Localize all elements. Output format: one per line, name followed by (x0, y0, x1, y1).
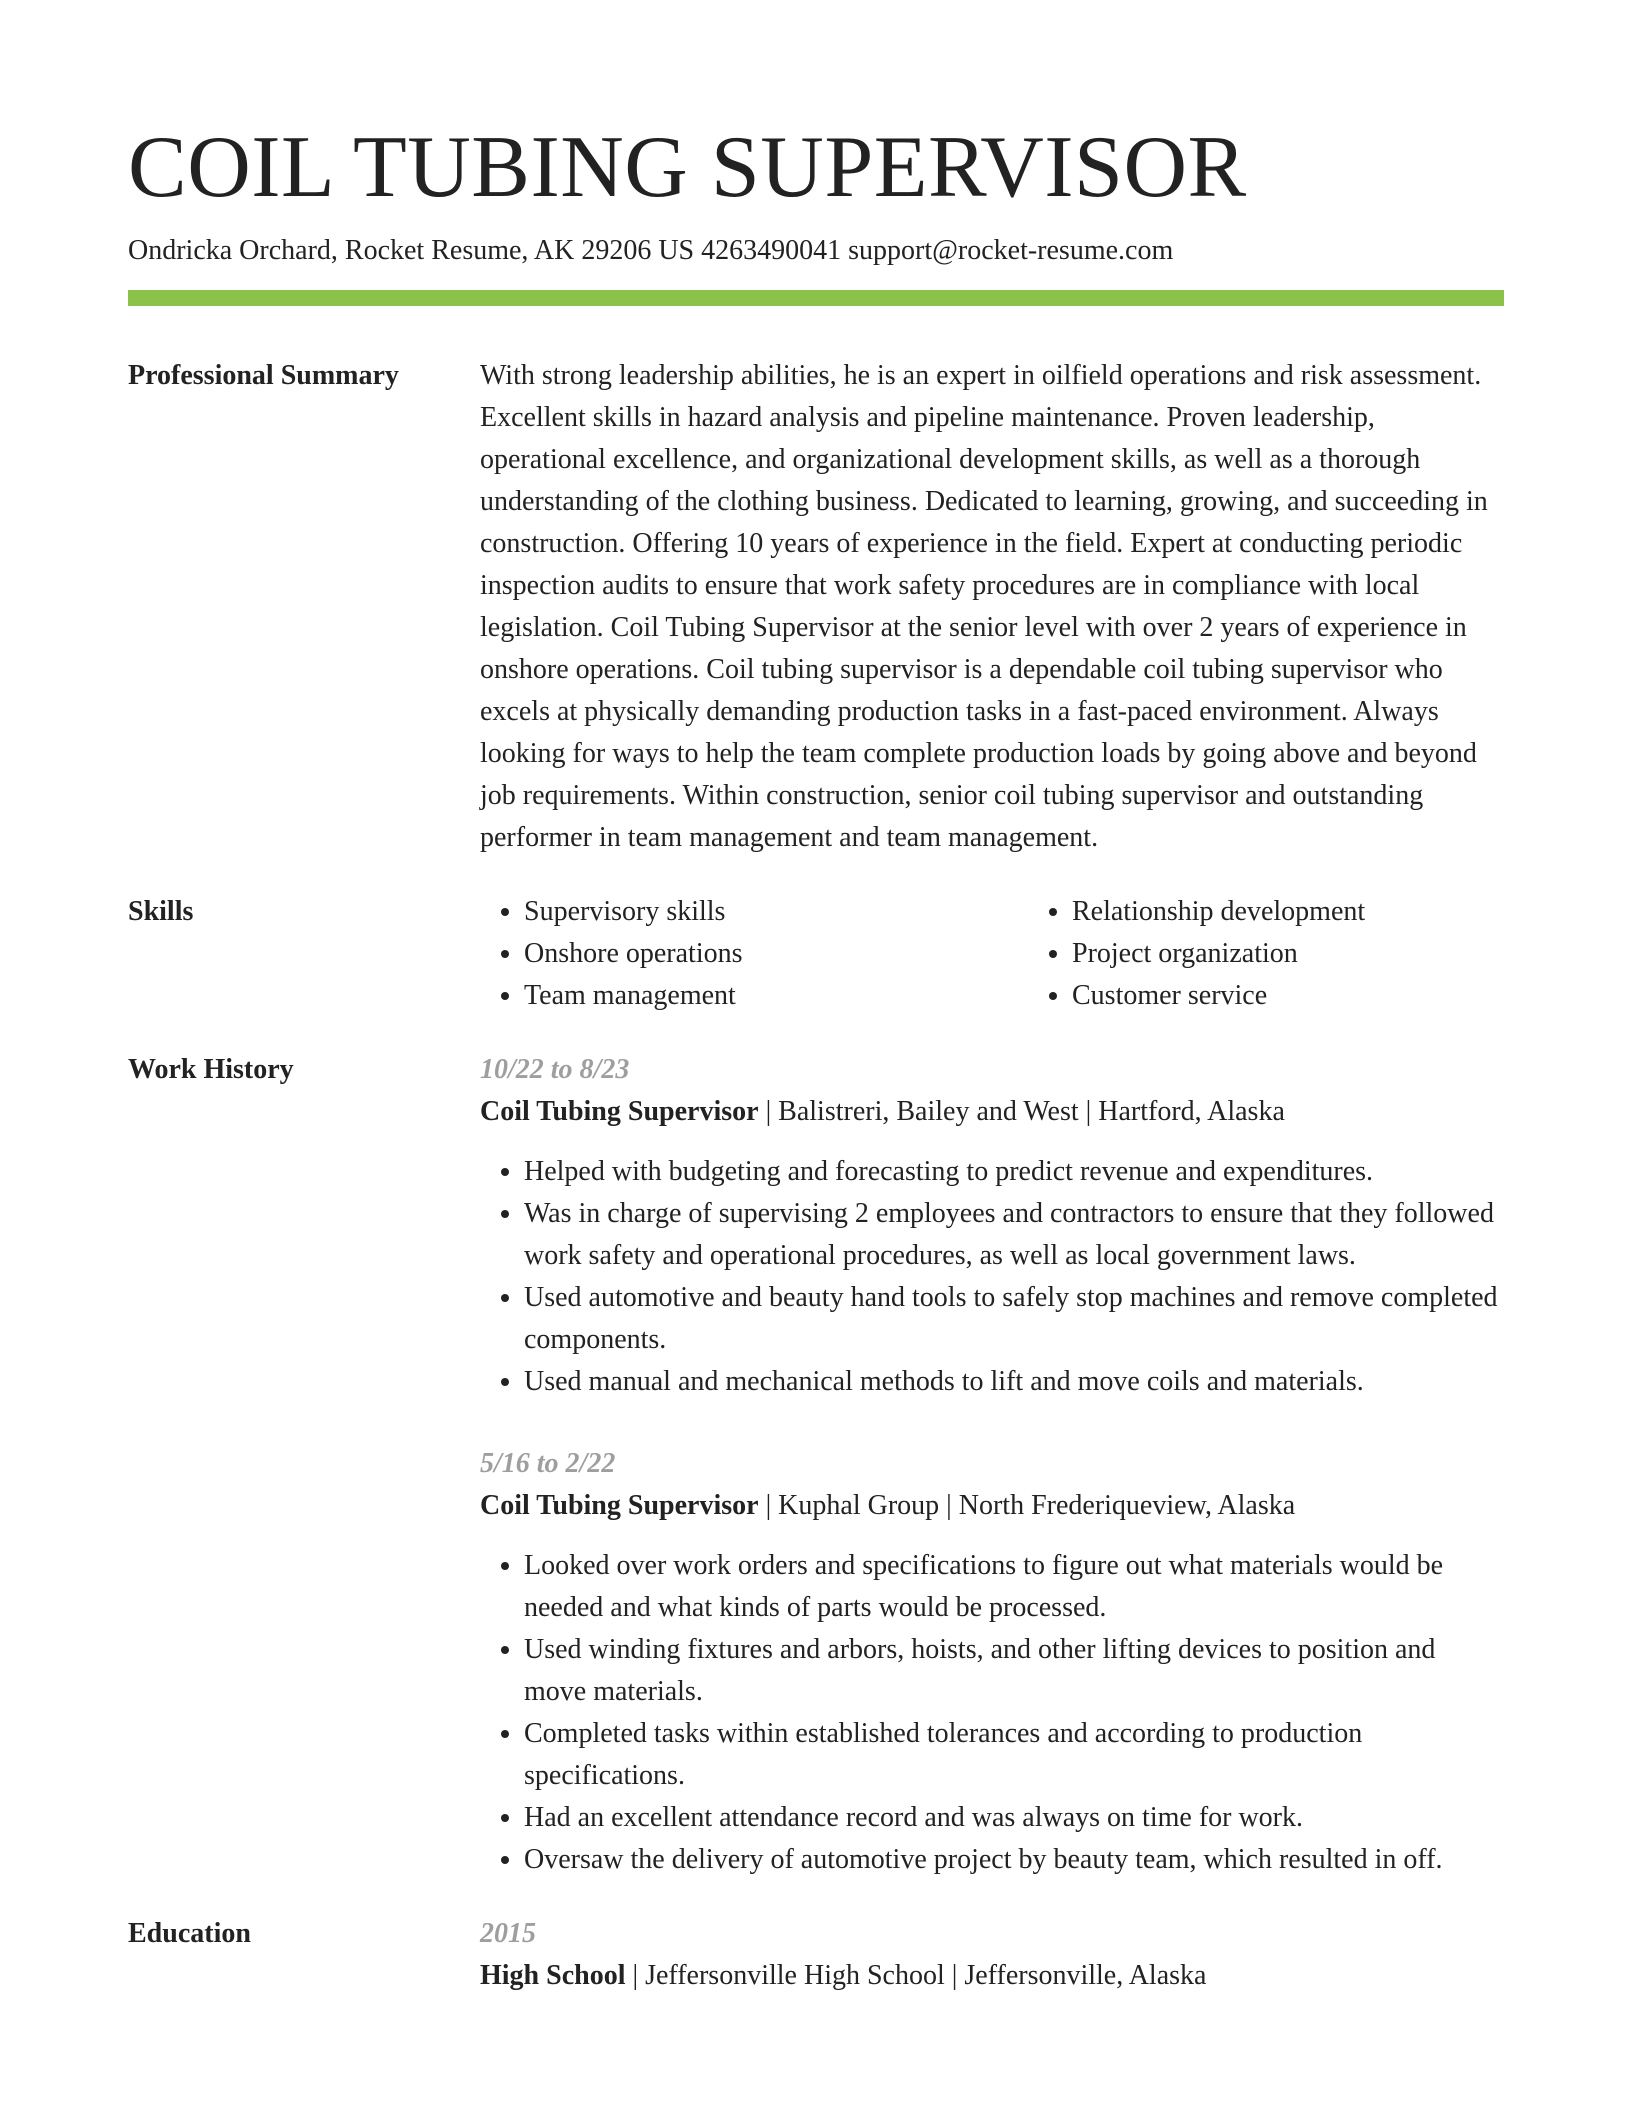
education-label: Education (128, 1917, 251, 1949)
job-entry (480, 1049, 1504, 1403)
skill-item: • Customer service (1072, 975, 1576, 1017)
job-date: 5/16 to 2/22 (480, 1447, 616, 1479)
skills-list-right (1028, 891, 1576, 1017)
skills-section (128, 891, 1504, 1017)
job-bullets (480, 1545, 1504, 1881)
summary-section (128, 355, 1504, 859)
skills-label: Skills (128, 895, 194, 927)
work-history-label: Work History (128, 1053, 294, 1085)
resume-title: COIL TUBING SUPERVISOR (128, 119, 1247, 216)
job-details: | Balistreri, Bailey and West | Hartford, Alaska (758, 1095, 1285, 1127)
job-details: | Kuphal Group | North Frederiqueview, Alaska (758, 1489, 1296, 1521)
work-history-section (128, 1049, 1504, 1881)
summary-body (480, 355, 1504, 859)
job-bullet: • Had an excellent attendance record and was always on time for work. (524, 1797, 1504, 1839)
skill-item: • Onshore operations (524, 933, 1028, 975)
work-history-body (480, 1049, 1504, 1881)
job-bullets (480, 1151, 1504, 1403)
education-details: | Jeffersonville High School | Jeffersonville, Alaska (625, 1959, 1207, 1991)
job-bullet: • Oversaw the delivery of automotive project by beauty team, which resulted in off. (524, 1839, 1504, 1881)
skill-item: • Team management (524, 975, 1028, 1017)
job-title: Coil Tubing Supervisor (480, 1489, 759, 1521)
summary-label: Professional Summary (128, 359, 399, 391)
skill-item: • Relationship development (1072, 891, 1576, 933)
job-bullet: • Helped with budgeting and forecasting to predict revenue and expenditures. (524, 1151, 1504, 1193)
education-date: 2015 (480, 1917, 536, 1949)
education-body (480, 1913, 1504, 1997)
job-bullet: • Completed tasks within established tolerances and according to production specifications. (524, 1713, 1504, 1797)
job-title: Coil Tubing Supervisor (480, 1095, 759, 1127)
skill-item: • Project organization (1072, 933, 1576, 975)
summary-text: With strong leadership abilities, he is an expert in oilfield operations and risk assessment. Excellent skills in hazard analysis and pipeline maintenance. Proven leadership, operational excellence, and organizational development skills, as well as a thorough understanding of the clothing business. Dedicated to learning, growing, and succeeding in construction. Offering 10 years of experience in the field. Expert at conducting periodic inspection audits to ensure that work safety procedures are in compliance with local legislation. Coil Tubing Supervisor at the senior level with over 2 years of experience in onshore operations. Coil tubing supervisor is a dependable coil tubing supervisor who excels at physically demanding production tasks in a fast-paced environment. Always looking for ways to help the team complete production loads by going above and beyond job requirements. Within construction, senior coil tubing supervisor and outstanding performer in team management and team management. (480, 359, 1488, 853)
job-bullet: • Used manual and mechanical methods to lift and move coils and materials. (524, 1361, 1504, 1403)
education-degree: High School (480, 1959, 626, 1991)
job-date: 10/22 to 8/23 (480, 1053, 630, 1085)
skill-item: • Supervisory skills (524, 891, 1028, 933)
header-divider (128, 290, 1504, 306)
skills-list-left (480, 891, 1028, 1017)
education-heading (480, 1955, 1504, 1997)
job-entry (480, 1443, 1504, 1881)
job-bullet: • Was in charge of supervising 2 employees and contractors to ensure that they followed work safety and operational procedures, as well as local government laws. (524, 1193, 1504, 1277)
job-heading (480, 1485, 1504, 1527)
contact-line: Ondricka Orchard, Rocket Resume, AK 29206 US 4263490041 support@rocket-resume.com (128, 235, 1174, 266)
job-bullet: • Used automotive and beauty hand tools to safely stop machines and remove completed components. (524, 1277, 1504, 1361)
job-bullet: • Used winding fixtures and arbors, hoists, and other lifting devices to position and move materials. (524, 1629, 1504, 1713)
job-heading (480, 1091, 1504, 1133)
education-section (128, 1913, 1504, 1997)
skills-body (480, 891, 1576, 1017)
job-bullet: • Looked over work orders and specifications to figure out what materials would be needed and what kinds of parts would be processed. (524, 1545, 1504, 1629)
